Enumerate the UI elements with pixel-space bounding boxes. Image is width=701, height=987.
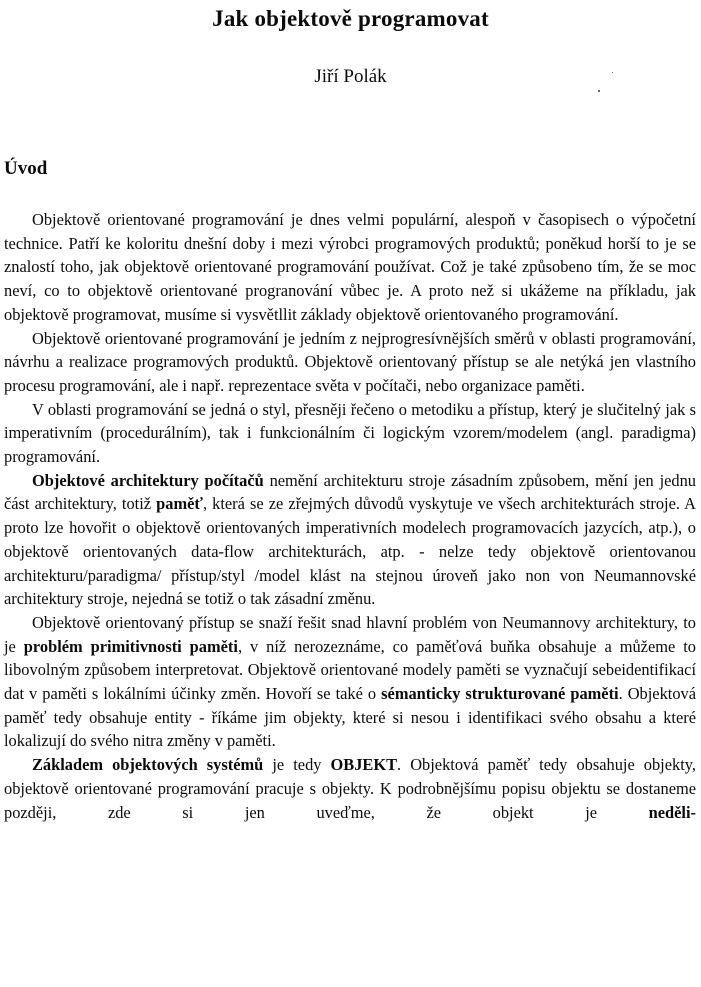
text-run: . Objektová paměť tedy obsahuje entity - říkáme jim objekty, které si nesou i identifikaci svého obsahu a které lokalizují do svého nitra změny v paměti. [4,684,696,751]
paragraph [4,611,696,753]
paragraph [4,469,696,611]
bold-term: Základem objektových systémů [32,755,264,775]
text-run: je tedy [263,755,331,775]
text-run: V oblasti programování se jedná o styl, přesněji řečeno o metodiku a přístup, který je slučitelný jak s imperativním (procedurálním), tak i funkcionálním či logickým vzorem/modelem (angl. paradigma) programování. [4,399,696,467]
bold-term: neděli- [648,802,696,822]
bold-term: paměť [156,494,203,514]
paragraph [4,398,696,469]
text-run: , která se ze zřejmých důvodů vyskytuje ve všech architekturách stroje. A proto lze hovořit o objektově orientovaných imperativních modelech programovacích jazycích, atp.), o objektově orientovaných data-flow architekturách, atp. - nelze tedy objektově orientovanou architekturu/paradigma/ přístup/styl /model klást na stejnou úroveň jako non von Neumannovské architektury stroje, nejedná se totiž o tak zásadní změnu. [4,494,696,609]
text-run: Objektově orientované programování je dnes velmi populární, alespoň v časopisech o výpočetní technice. Patří ke koloritu dnešní doby i mezi výrobci programových produktů; poněkud horší to je se znalostí toho, jak objektově orientované programování používat. Což je také způsobeno tím, že se moc neví, co to objektově orientované progranování vůbec je. A proto než si ukážeme na příkladu, jak objektově programovat, musíme si vysvětllit základy objektově orientovaného programování. [4,210,696,324]
bold-term: problém primitivnosti paměti [23,636,238,656]
section-heading: Úvod [4,158,48,179]
paragraph [4,208,696,327]
paragraph [4,327,696,398]
document-author: Jiří Polák [314,66,387,87]
bold-term: sémanticky strukturované paměti [381,684,619,704]
paragraph [4,753,696,824]
text-run: , v níž nerozeznáme, co paměťová buňka obsahuje a můžeme to libovolným způsobem interpretovat. Objektově orientované modely paměti se vyznačují sebeidentifikací dat v paměti s lokálními účinky změn. Hovoří se také o [4,636,696,704]
text-run: nemění architekturu stroje zásadním způsobem, mění jen jednu část architektury, totiž [4,470,696,514]
document-title: Jak objektově programovat [212,6,489,31]
scan-speck [612,72,613,73]
bold-term: Objektové architektury počítačů [32,470,264,490]
bold-term: OBJEKT [330,755,398,775]
body-text [4,208,696,824]
text-run: . Objektová paměť tedy obsahuje objekty, objektově orientované programování pracuje s objekty. K podrobnějšímu popisu objektu se dostaneme později, zde si jen uveďme, že objekt je [4,755,696,822]
scan-speck [598,90,600,92]
text-run: Objektově orientované programování je jedním z nejprogresívnějších směrů v oblasti programování, návrhu a realizace programových produktů. Objektově orientovaný přístup se ale netýká jen vlastního procesu programování, ale i např. reprezentace světa v počítači, nebo organizace paměti. [4,328,696,395]
text-run: Objektově orientovaný přístup se snaží řešit snad hlavní problém von Neumannovy architektury, to je [4,612,696,656]
